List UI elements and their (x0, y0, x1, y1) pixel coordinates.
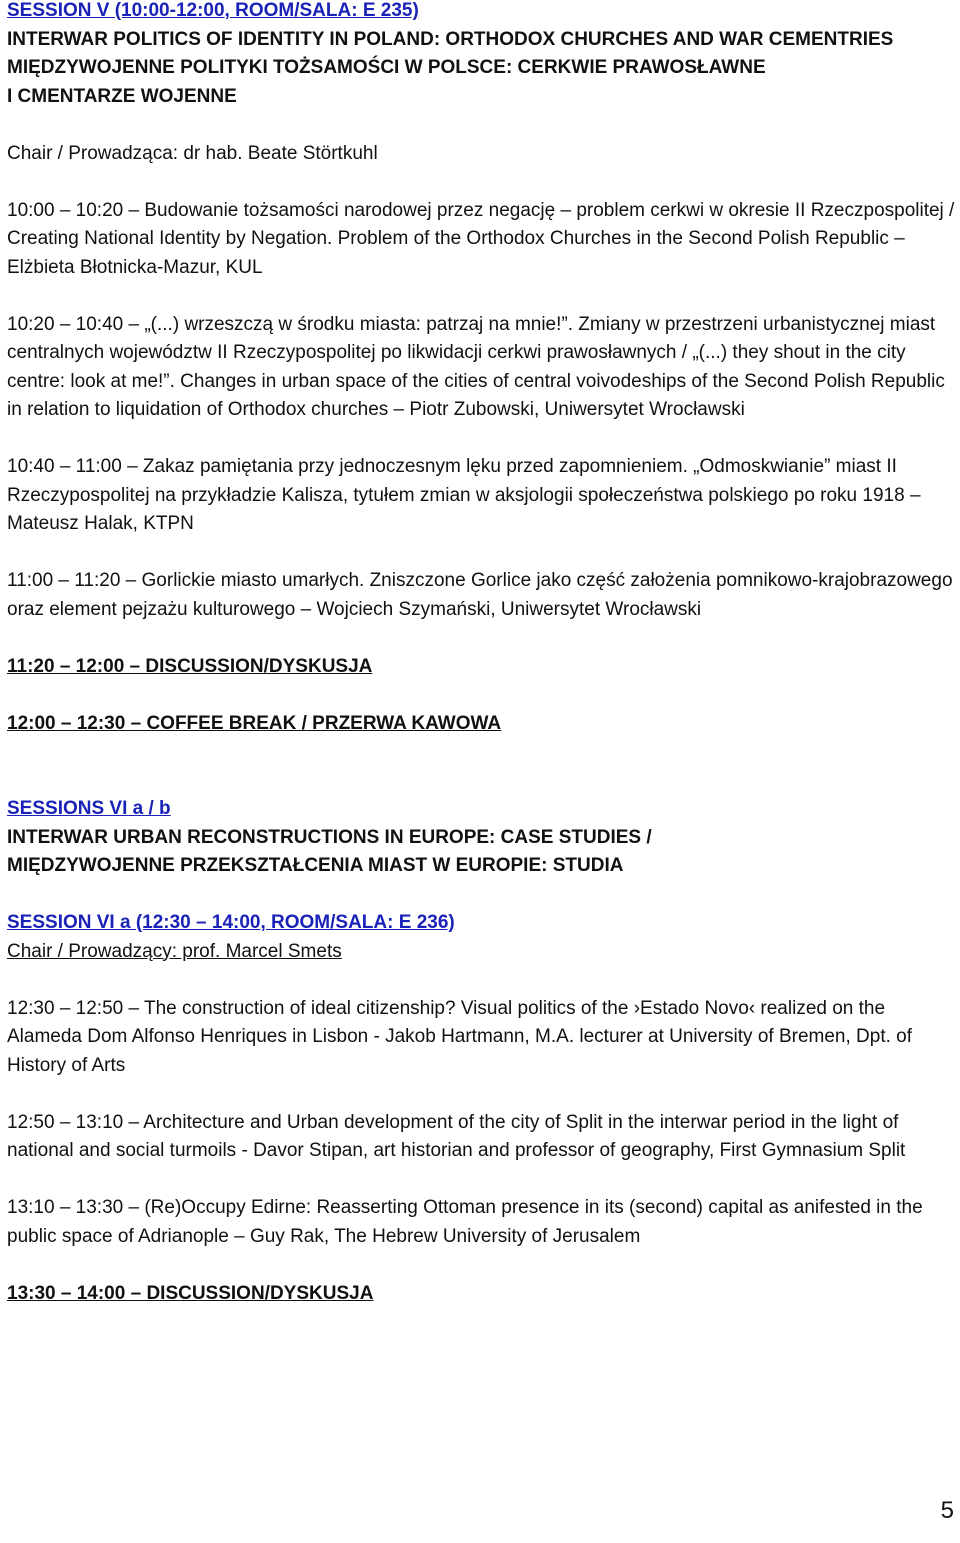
program-page (7, 0, 957, 1308)
session-5-link[interactable]: SESSION V (10:00-12:00, ROOM/SALA: E 235) (7, 0, 419, 21)
talk-7: 13:10 – 13:30 – (Re)Occupy Edirne: Reasserting Ottoman presence in its (second) capital as anifested in the public space of Adrianople – Guy Rak, The Hebrew University of Jerusalem (7, 1197, 923, 1247)
session-5-title-pl-2: I CMENTARZE WOJENNE (7, 85, 237, 107)
session-6a-chair: Chair / Prowadzący: prof. Marcel Smets (7, 940, 342, 962)
session-6a-link[interactable]: SESSION VI a (12:30 – 14:00, ROOM/SALA: E 236) (7, 912, 455, 933)
coffee-break: 12:00 – 12:30 – COFFEE BREAK / PRZERWA KAWOWA (7, 712, 502, 734)
talk-2: 10:20 – 10:40 – „(...) wrzeszczą w środku miasta: patrzaj na mnie!”. Zmiany w przestrzeni urbanistycznej miast centralnych województw II Rzeczypospolitej po likwidacji cerkwi prawosławnych / „(...) they shout in the city centre: look at me!”. Changes in urban space of the cities of central voivodeships of the Second Polish Republic in relation to liquidation of Orthodox churches – Piotr Zubowski, Uniwersytet Wrocławski (7, 313, 945, 420)
session-5-discussion: 11:20 – 12:00 – DISCUSSION/DYSKUSJA (7, 655, 373, 677)
sessions-6-title-en: INTERWAR URBAN RECONSTRUCTIONS IN EUROPE: CASE STUDIES / (7, 826, 652, 848)
talk-1: 10:00 – 10:20 – Budowanie tożsamości narodowej przez negację – problem cerkwi w okresie II Rzeczpospolitej / Creating National Identity by Negation. Problem of the Orthodox Churches in the Second Polish Republic – Elżbieta Błotnicka-Mazur, KUL (7, 199, 955, 278)
session-5-chair: Chair / Prowadząca: dr hab. Beate Störtkuhl (7, 142, 378, 164)
session-5-title-pl-1: MIĘDZYWOJENNE POLITYKI TOŻSAMOŚCI W POLSCE: CERKWIE PRAWOSŁAWNE (7, 57, 766, 78)
session-5 (7, 0, 957, 738)
talk-6: 12:50 – 13:10 – Architecture and Urban development of the city of Split in the interwar period in the light of national and social turmoils - Davor Stipan, art historian and professor of geography, First Gymnasium Split (7, 1111, 906, 1161)
sessions-6-title-pl: MIĘDZYWOJENNE PRZEKSZTAŁCENIA MIAST W EUROPIE: STUDIA (7, 855, 624, 876)
talk-4: 11:00 – 11:20 – Gorlickie miasto umarłych. Zniszczone Gorlice jako część założenia pomnikowo-krajobrazowego oraz element pejzażu kulturowego – Wojciech Szymański, Uniwersytet Wrocławski (7, 570, 953, 620)
session-5-title-en: INTERWAR POLITICS OF IDENTITY IN POLAND: ORTHODOX CHURCHES AND WAR CEMENTRIES (7, 28, 894, 50)
sessions-6-link[interactable]: SESSIONS VI a / b (7, 798, 171, 819)
session-6a-discussion: 13:30 – 14:00 – DISCUSSION/DYSKUSJA (7, 1282, 374, 1304)
talk-5: 12:30 – 12:50 – The construction of ideal citizenship? Visual politics of the ›Estado Novo‹ realized on the Alameda Dom Alfonso Henriques in Lisbon - Jakob Hartmann, M.A. lecturer at University of Bremen, Dpt. of History of Arts (7, 997, 913, 1076)
talk-3: 10:40 – 11:00 – Zakaz pamiętania przy jednoczesnym lęku przed zapomnieniem. „Odmoskwianie” miast II Rzeczypospolitej na przykładzie Kalisza, tytułem zmian w aksjologii społeczeństwa polskiego po roku 1918 – Mateusz Halak, KTPN (7, 456, 921, 534)
page-number: 5 (940, 1497, 954, 1524)
sessions-6 (7, 795, 957, 881)
session-6a (7, 909, 957, 1308)
